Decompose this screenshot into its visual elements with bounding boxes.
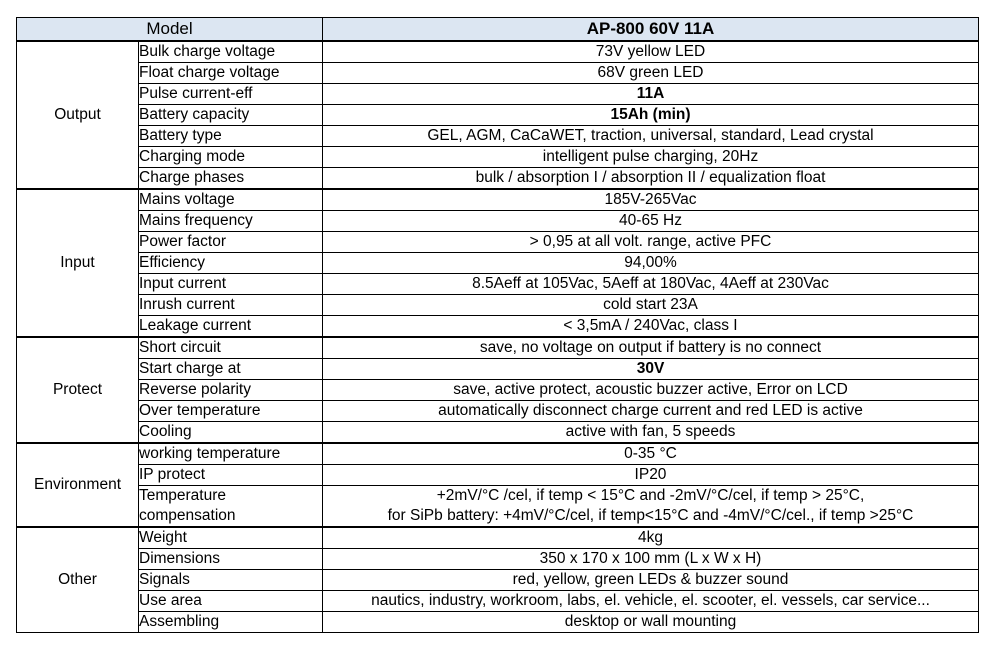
param-name: Charge phases [139, 168, 323, 190]
table-row [17, 422, 979, 444]
param-name: IP protect [139, 465, 323, 486]
group-label: Output [17, 41, 139, 189]
param-name: Cooling [139, 422, 323, 444]
spec-table [16, 17, 979, 633]
param-name: Battery capacity [139, 105, 323, 126]
table-row [17, 337, 979, 359]
param-name: Bulk charge voltage [139, 41, 323, 63]
param-name: Efficiency [139, 253, 323, 274]
param-name: Battery type [139, 126, 323, 147]
param-value: 40-65 Hz [323, 211, 979, 232]
param-value: bulk / absorption I / absorption II / equalization float [323, 168, 979, 190]
param-name: Mains voltage [139, 189, 323, 211]
group-label: Protect [17, 337, 139, 443]
param-name: Input current [139, 274, 323, 295]
param-value: intelligent pulse charging, 20Hz [323, 147, 979, 168]
param-value: 11A [323, 84, 979, 105]
group-label: Environment [17, 443, 139, 527]
table-row [17, 570, 979, 591]
model-label: Model [17, 18, 323, 42]
param-name-line: Temperature [139, 487, 227, 504]
param-value: GEL, AGM, CaCaWET, traction, universal, standard, Lead crystal [323, 126, 979, 147]
param-value: IP20 [323, 465, 979, 486]
param-value-line: +2mV/°C /cel, if temp < 15°C and -2mV/°C/cel, if temp > 25°C, [436, 487, 865, 504]
table-row [17, 591, 979, 612]
param-value: 94,00% [323, 253, 979, 274]
table-row [17, 612, 979, 633]
param-value: save, active protect, acoustic buzzer active, Error on LCD [323, 380, 979, 401]
table-row [17, 274, 979, 295]
param-name: working temperature [139, 443, 323, 465]
param-name: Signals [139, 570, 323, 591]
param-value: cold start 23A [323, 295, 979, 316]
table-header-row [17, 18, 979, 42]
table-row [17, 486, 979, 528]
param-value: < 3,5mA / 240Vac, class I [323, 316, 979, 338]
table-row [17, 168, 979, 190]
param-value: 73V yellow LED [323, 41, 979, 63]
table-row [17, 126, 979, 147]
table-row [17, 189, 979, 211]
param-name: Power factor [139, 232, 323, 253]
table-row [17, 380, 979, 401]
param-name: Assembling [139, 612, 323, 633]
table-row [17, 527, 979, 549]
param-name: Reverse polarity [139, 380, 323, 401]
table-row [17, 465, 979, 486]
param-value-line: for SiPb battery: +4mV/°C/cel, if temp<15°C and -4mV/°C/cel., if temp >25°C [387, 507, 914, 524]
table-row [17, 211, 979, 232]
param-value: 68V green LED [323, 63, 979, 84]
param-name: Charging mode [139, 147, 323, 168]
param-name: Use area [139, 591, 323, 612]
section-output [17, 41, 979, 189]
section-environment [17, 443, 979, 527]
table-row [17, 105, 979, 126]
table-row [17, 316, 979, 338]
param-name: Leakage current [139, 316, 323, 338]
param-name: Short circuit [139, 337, 323, 359]
table-row [17, 63, 979, 84]
param-name: Mains frequency [139, 211, 323, 232]
param-value: 8.5Aeff at 105Vac, 5Aeff at 180Vac, 4Aeff at 230Vac [323, 274, 979, 295]
section-protect [17, 337, 979, 443]
param-name-line: compensation [139, 507, 236, 524]
param-name: Float charge voltage [139, 63, 323, 84]
param-value: 30V [323, 359, 979, 380]
section-input [17, 189, 979, 337]
table-row [17, 147, 979, 168]
table-row [17, 443, 979, 465]
table-row [17, 401, 979, 422]
param-value: > 0,95 at all volt. range, active PFC [323, 232, 979, 253]
param-value: red, yellow, green LEDs & buzzer sound [323, 570, 979, 591]
param-name: Inrush current [139, 295, 323, 316]
param-value [323, 486, 979, 528]
param-name: Start charge at [139, 359, 323, 380]
table-row [17, 253, 979, 274]
param-value: desktop or wall mounting [323, 612, 979, 633]
param-name [139, 486, 323, 528]
param-value: nautics, industry, workroom, labs, el. vehicle, el. scooter, el. vessels, car service... [323, 591, 979, 612]
param-value: automatically disconnect charge current and red LED is active [323, 401, 979, 422]
model-value: AP-800 60V 11A [323, 18, 979, 42]
param-value: 15Ah (min) [323, 105, 979, 126]
param-name: Pulse current-eff [139, 84, 323, 105]
param-value: 350 x 170 x 100 mm (L x W x H) [323, 549, 979, 570]
section-other [17, 527, 979, 633]
group-label: Input [17, 189, 139, 337]
param-value: active with fan, 5 speeds [323, 422, 979, 444]
param-name: Over temperature [139, 401, 323, 422]
table-row [17, 232, 979, 253]
table-row [17, 359, 979, 380]
table-row [17, 549, 979, 570]
param-name: Dimensions [139, 549, 323, 570]
table-row [17, 41, 979, 63]
group-label: Other [17, 527, 139, 633]
param-value: save, no voltage on output if battery is no connect [323, 337, 979, 359]
param-value: 0-35 °C [323, 443, 979, 465]
param-value: 185V-265Vac [323, 189, 979, 211]
table-row [17, 84, 979, 105]
param-value: 4kg [323, 527, 979, 549]
param-name: Weight [139, 527, 323, 549]
table-row [17, 295, 979, 316]
